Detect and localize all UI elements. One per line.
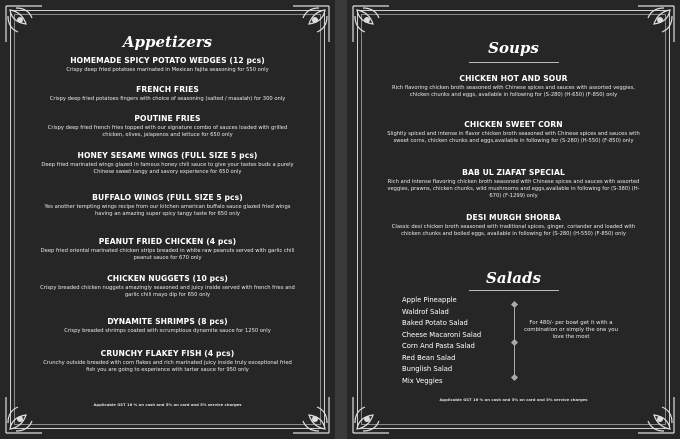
menu-item — [38, 114, 297, 139]
menu-item-description: Rich flavoring chicken broth seasoned with Chinese spices and sauces with assorted veggies, chicken chunks and eggs, available in following for (S-280) (H-650) (F-850) only — [392, 85, 635, 98]
menu-item-title: BAB UL ZIAFAT SPECIAL — [462, 168, 565, 177]
menu-item-description: Slightly spiced and intense in flavor chicken broth seasoned with Chinese spices and sauces with sweet corns, chicken chunks and eggs,available in following for (S-280) (H-550) (F-850) only — [387, 131, 640, 144]
menu-item-description: Crispy deep fried potatoes fingers with choice of seasoning (salted / masalah) for 300 only — [49, 96, 286, 102]
list-item: Bunglish Salad — [402, 365, 453, 373]
menu-item-description: Classic desi chicken broth seasoned with traditional spices, ginger, coriander and loaded with chicken chunks and boiled eggs, available in following for (S-280) (H-550) (F-850) only — [391, 224, 636, 237]
appetizers-page — [0, 0, 335, 439]
heading-divider — [469, 290, 559, 291]
salad-list — [402, 295, 522, 387]
menu-item-title: BUFFALO WINGS (FULL SIZE 5 pcs) — [92, 193, 243, 202]
menu-item-title: HONEY SESAME WINGS (FULL SIZE 5 pcs) — [77, 151, 258, 160]
menu-item-title: CRUNCHY FLAKEY FISH (4 pcs) — [100, 349, 235, 358]
menu-item — [385, 168, 642, 200]
menu-item — [38, 193, 297, 218]
menu-item-title: FRENCH FRIES — [136, 85, 199, 94]
menu-item — [38, 151, 297, 176]
menu-item — [38, 317, 297, 335]
menu-item-description: Crunchy outside breaded with corn flakes and rich marinated juicy inside truly exceptional fried fish you are going to experience with tartar sauce for 950 only — [43, 360, 292, 373]
menu-item — [385, 213, 642, 238]
soups-salads-page — [347, 0, 680, 439]
menu-item-title: DESI MURGH SHORBA — [466, 213, 561, 222]
menu-item-title: CHICKEN NUGGETS (10 pcs) — [107, 274, 228, 283]
menu-item-description: Deep fried oriental marinated chicken strips breaded in white raw peanuts served with garlic chili peanut sauce for 670 only — [40, 248, 295, 261]
menu-item-title: DYNAMITE SHRIMPS (8 pcs) — [107, 317, 228, 326]
menu-item-description: Crispy breaded shrimps coated with scrumptious dynamite sauce for 1250 only — [64, 328, 271, 334]
list-item: Baked Potato Salad — [402, 319, 468, 327]
menu-item — [385, 74, 642, 99]
menu-item-title: CHICKEN HOT AND SOUR — [459, 74, 568, 83]
menu-item-description: Crispy deep fried french fries topped with our signature combo of sauces loaded with grilled chicken, olives, jalapenos and lettuce for 650 only — [47, 125, 288, 138]
menu-item — [38, 85, 297, 103]
menu-item-title: CHICKEN SWEET CORN — [464, 120, 563, 129]
menu-item — [38, 274, 297, 299]
tax-footnote: Applicable GST 16 % on cash and 5% on card and 5% service charges — [93, 402, 242, 407]
section-heading-salads: Salads — [486, 269, 541, 287]
heading-divider — [469, 62, 559, 63]
menu-item — [38, 56, 297, 74]
salad-price-note: For 480/- per bowl get it with a combination or simply the one you love the most — [523, 320, 618, 340]
corner-ornament-icon — [2, 391, 48, 437]
menu-item-description: Yes another tempting wings recipe from our kitchen american buffalo sauce glazed fried wings having an amazing super spicy tangy taste for 650 only — [44, 204, 291, 217]
menu-item-title: HOMEMADE SPICY POTATO WEDGES (12 pcs) — [70, 56, 265, 65]
section-heading-soups: Soups — [488, 39, 539, 57]
menu-item-description: Crispy deep fried potatoes marinated in Mexican fajita seasoning for 550 only — [66, 67, 269, 73]
menu-item-description: Rich and intense flavoring chicken broth seasoned with Chinese spices and sauces with assorted veggies, prawns, chicken chunks, wild mushrooms and eggs,available in following for (S-380) (H-670) (F-1299) only — [387, 179, 640, 199]
list-item: Apple Pineapple — [402, 296, 457, 304]
menu-item — [385, 120, 642, 145]
list-item: Waldrof Salad — [402, 307, 449, 316]
menu-item — [38, 349, 297, 374]
tax-footnote: Applicable GST 16 % on cash and 5% on card and 5% service charges — [439, 397, 588, 402]
section-heading-appetizers: Appetizers — [122, 33, 213, 51]
menu-item-description: Crispy breaded chicken nuggets amazingly seasoned and juicy inside served with french fries and garlic chili mayo dip for 650 only — [40, 285, 295, 298]
menu-item-title: POUTINE FRIES — [134, 114, 201, 123]
menu-item — [38, 237, 297, 262]
menu-item-description: Deep fried marinated wings glazed in famous honey chili sauce to give your tastes buds a purely Chinese sweet tangy and savory experience for 650 only — [41, 162, 294, 175]
list-item: Cheese Macaroni Salad — [402, 330, 482, 339]
menu-item-title: PEANUT FRIED CHICKEN (4 pcs) — [98, 237, 237, 246]
list-item: Mix Veggies — [402, 376, 443, 385]
list-item: Red Bean Salad — [402, 353, 456, 362]
list-item: Corn And Pasta Salad — [402, 342, 475, 350]
corner-ornament-icon — [287, 391, 333, 437]
